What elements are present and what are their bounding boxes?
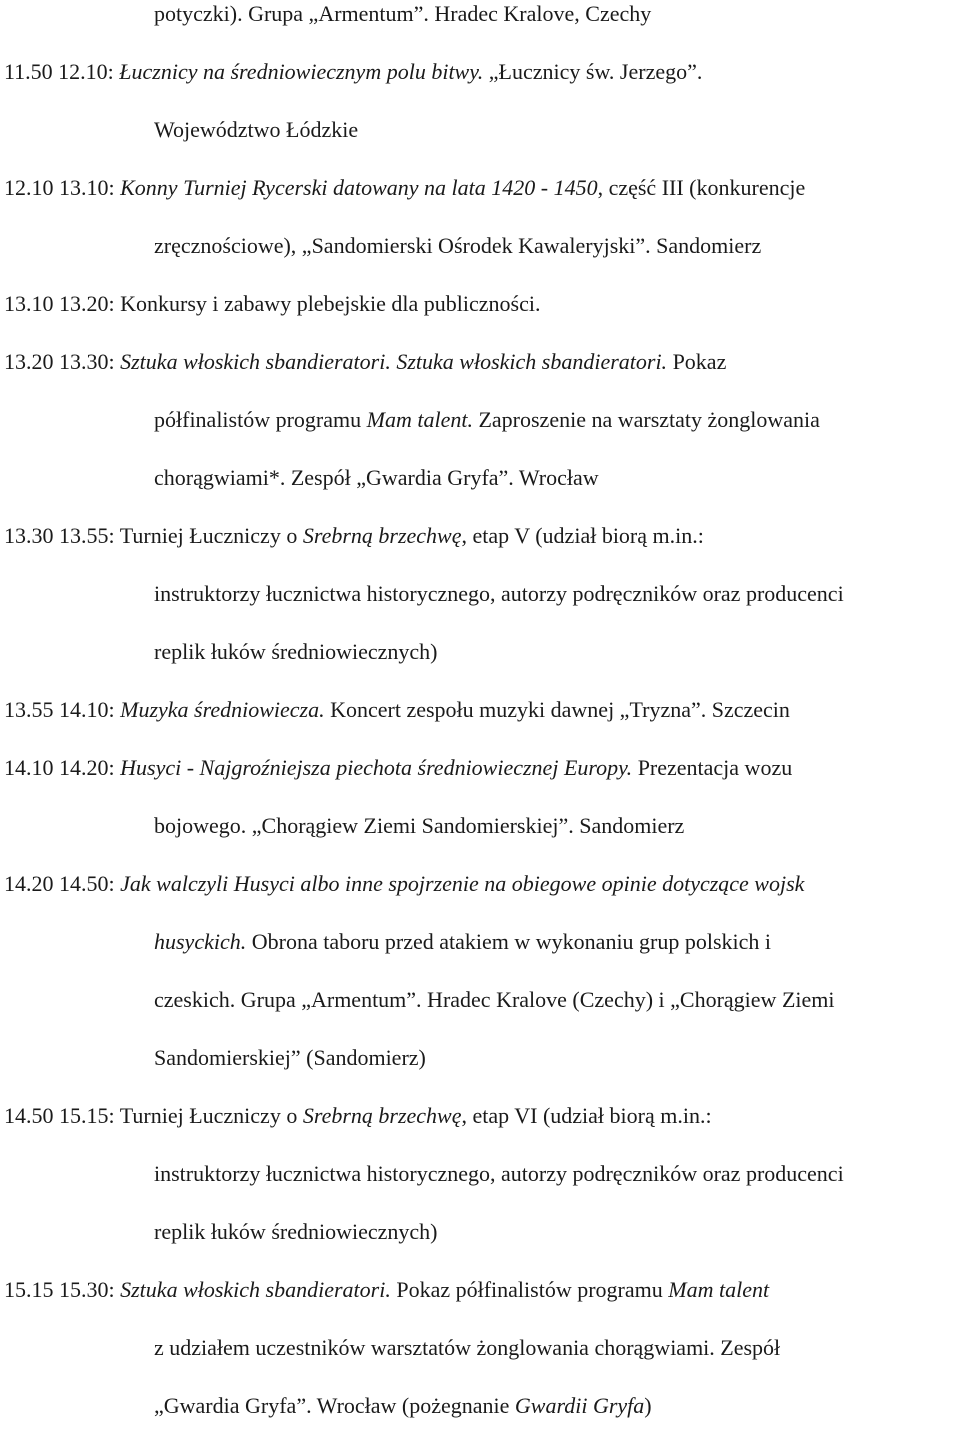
entry-text: „Gwardia Gryfa”. Wrocław (pożegnanie (154, 1393, 515, 1418)
entry-title-italic: Jak walczyli Husyci albo inne spojrzenie na obiegowe opinie dotyczące wojsk (120, 871, 805, 896)
entry-text: , etap V (udział biorą m.in.: (461, 523, 704, 548)
entry-time: 13.10 13.20: (4, 291, 115, 316)
schedule-entry-continuation (154, 1044, 426, 1072)
schedule-entry-line (4, 696, 790, 724)
entry-time: 12.10 13.10: (4, 175, 115, 200)
schedule-entry-continuation (154, 232, 761, 260)
entry-text: bojowego. „Chorągiew Ziemi Sandomierskiej”. Sandomierz (154, 813, 685, 838)
entry-title-italic: Konny Turniej Rycerski datowany na lata 1420 - 1450 (120, 175, 598, 200)
entry-text: „Łucznicy św. Jerzego”. (483, 59, 703, 84)
entry-text: z udziałem uczestników warsztatów żonglowania chorągwiami. Zespół (154, 1335, 781, 1360)
schedule-entry-continuation (154, 638, 437, 666)
schedule-entry-line (4, 58, 702, 86)
schedule-entry-continuation (154, 1392, 652, 1420)
schedule-entry-continuation (154, 986, 835, 1014)
entry-text: , etap VI (udział biorą m.in.: (461, 1103, 712, 1128)
entry-text: replik łuków średniowiecznych) (154, 1219, 438, 1244)
entry-text: Obrona taboru przed atakiem w wykonaniu grup polskich i (246, 929, 772, 954)
entry-text: Sandomierskiej” (Sandomierz) (154, 1045, 426, 1070)
entry-text: instruktorzy łucznictwa historycznego, autorzy podręczników oraz producenci (154, 581, 844, 606)
entry-text: Turniej Łuczniczy o (114, 523, 303, 548)
schedule-entry-line (4, 870, 804, 898)
entry-text: Konkursy i zabawy plebejskie dla publiczności. (114, 291, 541, 316)
entry-time: 14.20 14.50: (4, 871, 115, 896)
entry-text: Pokaz (667, 349, 727, 374)
schedule-entry-continuation (154, 928, 771, 956)
entry-text: potyczki). Grupa „Armentum”. Hradec Kralove, Czechy (154, 1, 652, 26)
entry-time: 13.30 13.55: (4, 523, 115, 548)
entry-time: 11.50 12.10: (4, 59, 114, 84)
schedule-entry-line (4, 1276, 769, 1304)
schedule-entry-line (4, 1102, 712, 1130)
entry-text: replik łuków średniowiecznych) (154, 639, 438, 664)
entry-text: chorągwiami*. Zespół „Gwardia Gryfa”. Wrocław (154, 465, 599, 490)
schedule-entry-continuation (154, 406, 820, 434)
entry-text: półfinalistów programu (154, 407, 367, 432)
entry-time: 13.20 13.30: (4, 349, 115, 374)
schedule-entry-line (154, 0, 651, 28)
entry-title-italic: Sztuka włoskich sbandieratori. (396, 349, 668, 374)
schedule-entry-continuation (154, 580, 844, 608)
schedule-entry-line (4, 522, 704, 550)
schedule-entry-continuation (154, 464, 599, 492)
schedule-entry-continuation (154, 116, 358, 144)
schedule-entry-continuation (154, 1334, 780, 1362)
schedule-entry-line (4, 348, 726, 376)
schedule-entry-continuation (154, 1218, 437, 1246)
entry-text: ) (644, 1393, 652, 1418)
entry-title-italic: Sztuka włoskich sbandieratori. (120, 1277, 391, 1302)
entry-text: instruktorzy łucznictwa historycznego, autorzy podręczników oraz producenci (154, 1161, 844, 1186)
entry-text: Województwo Łódzkie (154, 117, 359, 142)
schedule-entry-line (4, 754, 792, 782)
entry-text: Zaproszenie na warsztaty żonglowania (472, 407, 820, 432)
entry-title-italic: Mam talent (668, 1277, 770, 1302)
entry-title-italic: Srebrną brzechwę (302, 1103, 462, 1128)
entry-time: 13.55 14.10: (4, 697, 115, 722)
entry-title-italic: Muzyka średniowiecza. (120, 697, 325, 722)
entry-title-italic: husyckich. (154, 929, 247, 954)
entry-text: , część III (konkurencje (597, 175, 806, 200)
entry-title-italic: Sztuka włoskich sbandieratori. (120, 349, 391, 374)
schedule-entry-continuation (154, 812, 684, 840)
entry-text: Turniej Łuczniczy o (114, 1103, 303, 1128)
schedule-entry-line (4, 174, 805, 202)
schedule-entry-line (4, 290, 540, 318)
schedule-entry-continuation (154, 1160, 844, 1188)
entry-title-italic: Mam talent. (366, 407, 473, 432)
entry-time: 14.10 14.20: (4, 755, 115, 780)
entry-text: Koncert zespołu muzyki dawnej „Tryzna”. Szczecin (324, 697, 790, 722)
entry-text: Pokaz półfinalistów programu (390, 1277, 669, 1302)
entry-title-italic: Gwardii Gryfa (514, 1393, 645, 1418)
entry-title-italic: Srebrną brzechwę (302, 523, 462, 548)
entry-time: 15.15 15.30: (4, 1277, 115, 1302)
entry-text: zręcznościowe), „Sandomierski Ośrodek Kawaleryjski”. Sandomierz (154, 233, 762, 258)
entry-time: 14.50 15.15: (4, 1103, 115, 1128)
entry-title-italic: Husyci - Najgroźniejsza piechota średniowiecznej Europy. (120, 755, 633, 780)
entry-title-italic: Łucznicy na średniowiecznym polu bitwy. (119, 59, 484, 84)
entry-text: czeskich. Grupa „Armentum”. Hradec Kralove (Czechy) i „Chorągiew Ziemi (154, 987, 835, 1012)
entry-text: Prezentacja wozu (632, 755, 793, 780)
